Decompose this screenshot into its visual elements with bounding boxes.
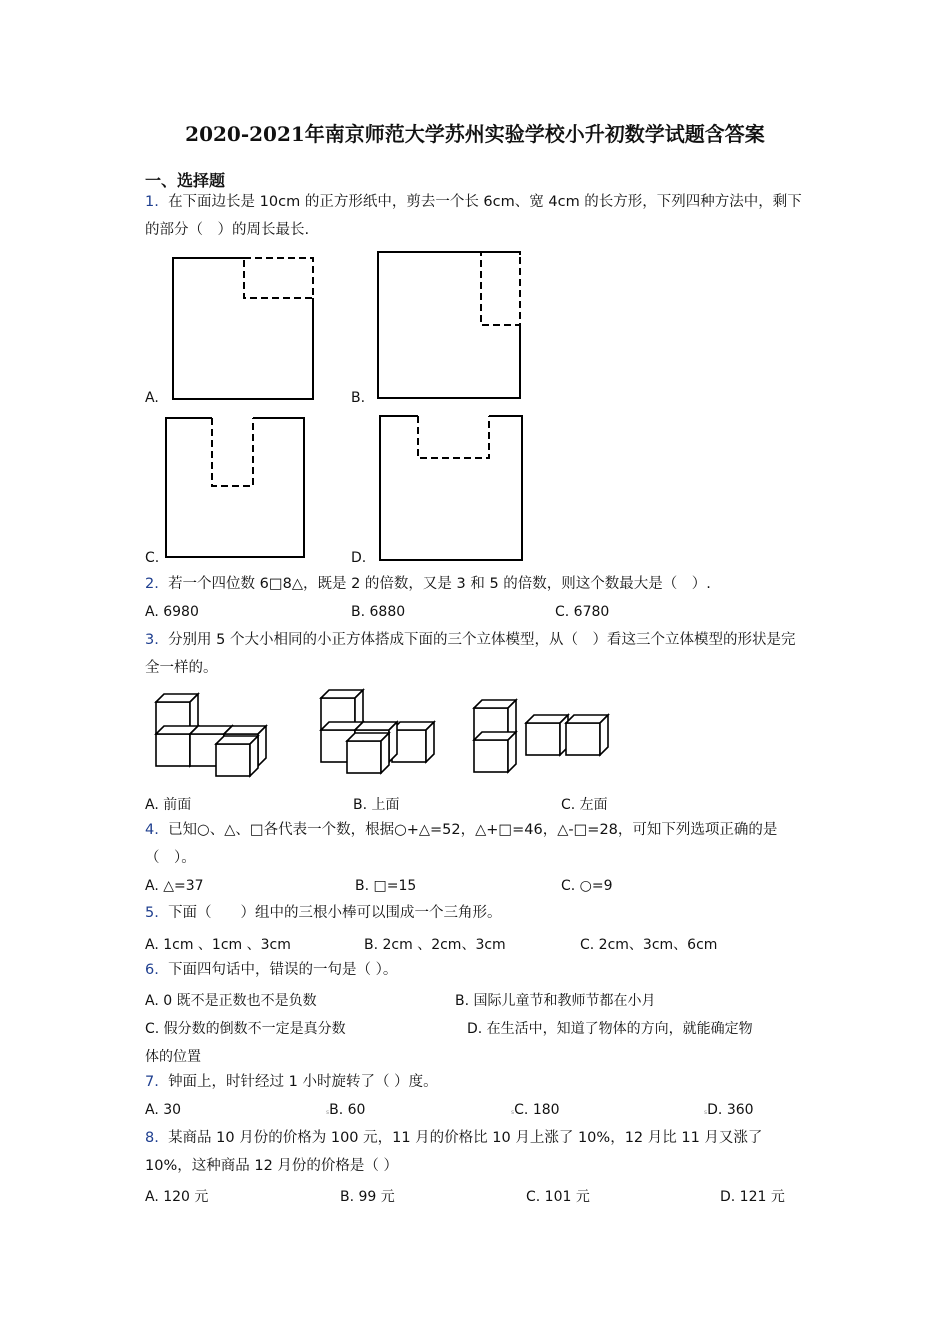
question-8 xyxy=(145,1124,807,1180)
question-number: 2. xyxy=(145,576,159,592)
artifact-dot: s xyxy=(326,1109,330,1116)
question-number: 3. xyxy=(145,632,159,648)
cube-model-1 xyxy=(156,694,266,776)
option-a[interactable]: A. 6980 xyxy=(145,604,199,620)
option-a[interactable]: A. xyxy=(145,390,159,406)
option-b[interactable]: B. xyxy=(351,390,366,406)
option-c[interactable]: C. 2cm、3cm、6cm xyxy=(580,937,718,953)
question-number: 4. xyxy=(145,822,159,838)
section-heading: 一、选择题 xyxy=(145,171,226,190)
option-a[interactable]: A. 前面 xyxy=(145,797,192,813)
question-text: 钟面上，时针经过 1 小时旋转了（ ）度。 xyxy=(168,1074,438,1090)
option-c[interactable]: C. 左面 xyxy=(561,797,608,813)
option-b[interactable]: B. 国际儿童节和教师节都在小月 xyxy=(455,993,656,1009)
option-b[interactable]: B. 6880 xyxy=(351,604,406,620)
question-text: 下面（ ）组中的三根小棒可以围成一个三角形。 xyxy=(168,905,502,921)
artifact-dot: s xyxy=(704,1109,708,1116)
option-a[interactable]: A. △=37 xyxy=(145,878,204,894)
option-c[interactable]: sC. 180 xyxy=(511,1102,560,1118)
option-c[interactable]: C. 101 元 xyxy=(526,1189,590,1205)
question-6 xyxy=(145,956,807,984)
question-text: 在下面边长是 10cm 的正方形纸中，剪去一个长 6cm、宽 4cm 的长方形，下列四种方法中，剩下的部分（ ）的周长最长. xyxy=(145,194,802,238)
question-7 xyxy=(145,1068,807,1096)
question-text: 分别用 5 个大小相同的小正方体搭成下面的三个立体模型，从（ ）看这三个立体模型的形状是完全一样的。 xyxy=(145,632,796,676)
option-d[interactable]: D. xyxy=(351,550,367,566)
question-text: 下面四句话中，错误的一句是（ ）。 xyxy=(168,962,398,978)
option-a[interactable]: A. 1cm 、1cm 、3cm xyxy=(145,937,291,953)
option-d[interactable]: D. 121 元 xyxy=(720,1189,785,1205)
question-number: 7. xyxy=(145,1074,159,1090)
option-d[interactable]: D. 在生活中，知道了物体的方向，就能确定物 xyxy=(467,1021,753,1037)
option-c[interactable]: C. xyxy=(145,550,160,566)
question-5 xyxy=(145,899,807,927)
page-title: 2020-2021年南京师范大学苏州实验学校小升初数学试题含答案 xyxy=(185,122,765,146)
question-number: 1. xyxy=(145,194,159,210)
cube-model-2 xyxy=(321,690,434,773)
option-a[interactable]: A. 120 元 xyxy=(145,1189,209,1205)
artifact-dot: s xyxy=(511,1109,515,1116)
option-d-continued: 体的位置 xyxy=(145,1049,201,1065)
question-number: 6. xyxy=(145,962,159,978)
option-b[interactable]: B. □=15 xyxy=(355,878,417,894)
question-number: 8. xyxy=(145,1130,159,1146)
option-d[interactable]: sD. 360 xyxy=(704,1102,754,1118)
option-b[interactable]: sB. 60 xyxy=(326,1102,366,1118)
option-b[interactable]: B. 上面 xyxy=(353,797,400,813)
question-text: 若一个四位数 6□8△，既是 2 的倍数，又是 3 和 5 的倍数，则这个数最大是（ ）. xyxy=(168,576,711,592)
cube-model-3 xyxy=(474,700,608,772)
option-c[interactable]: C. 6780 xyxy=(555,604,610,620)
option-c[interactable]: C. 假分数的倒数不一定是真分数 xyxy=(145,1021,346,1037)
option-b[interactable]: B. 2cm 、2cm、3cm xyxy=(364,937,506,953)
option-a[interactable]: A. 0 既不是正数也不是负数 xyxy=(145,993,317,1009)
question-number: 5. xyxy=(145,905,159,921)
option-c[interactable]: C. ○=9 xyxy=(561,878,613,894)
option-b[interactable]: B. 99 元 xyxy=(340,1189,395,1205)
question-text: 某商品 10 月份的价格为 100 元，11 月的价格比 10 月上涨了 10%，12 月比 11 月又涨了 10%，这种商品 12 月份的价格是（ ） xyxy=(145,1130,763,1174)
question-text: 已知○、△、□各代表一个数，根据○+△=52，△+□=46，△-□=28，可知下列选项正确的是（ ）。 xyxy=(145,822,778,866)
question-4 xyxy=(145,816,807,872)
option-a[interactable]: A. 30 xyxy=(145,1102,182,1118)
